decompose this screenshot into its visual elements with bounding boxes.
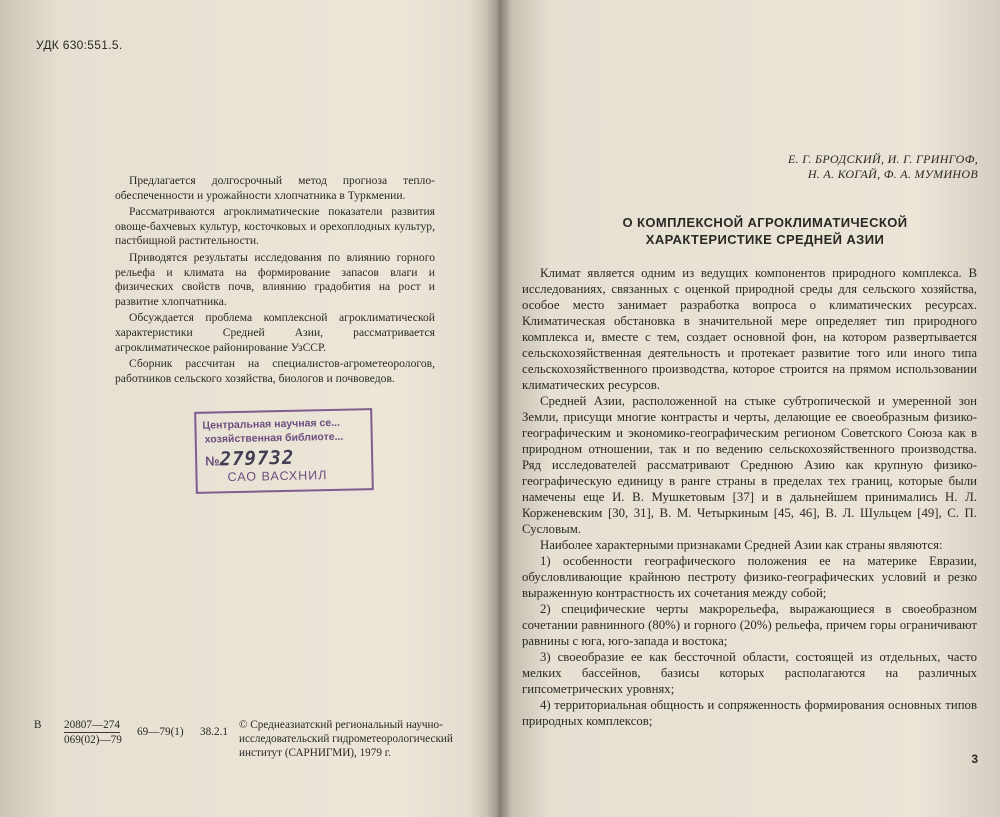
annotation-paragraph: Предлагается долгосрочный метод прогноза тепло-обеспеченности и урожайности хлопчатника в Туркмении. xyxy=(115,174,435,202)
stamp-number-prefix: № xyxy=(205,453,220,469)
body-paragraph: Средней Азии, расположенной на стыке субтропической и умеренной зон Земли, присущи многие контрасты и черты, делающие ее своеобразным физико-географическим и экономико-географическим регионом Советского Союза как в природном отношении, так и по ведению сельскохозяйственного производства. Ряд исследователей рассматривают Среднюю Азию как крупную физико-географическую единицу в ранге страны в пределах тех границ, которые были намечены еще И. В. Мушкетовым [37] и в дальнейшем принимались Н. Л. Корженевским [30, 31], В. М. Четыркиным [45, 46], В. Л. Шульцем [49], С. П. Сусловым. xyxy=(522,394,977,536)
library-stamp xyxy=(194,408,374,494)
imprint-code-bottom: 069(02)—79 xyxy=(64,734,122,746)
annotation-paragraph: Рассматриваются агроклиматические показатели развития овоще-бахчевых культур, косточковых и орехоплодных культур, пастбищной растительности. xyxy=(115,205,435,248)
udk-code: УДК 630:551.5. xyxy=(36,38,123,52)
list-item: 4) территориальная общность и сопряженность формирования основных типов природных комплексов; xyxy=(522,698,977,728)
stamp-line-2: хозяйственная библиоте... xyxy=(204,430,344,446)
authors-line: Е. Г. БРОДСКИЙ, И. Г. ГРИНГОФ, xyxy=(787,152,978,166)
title-line: О КОМПЛЕКСНОЙ АГРОКЛИМАТИЧЕСКОЙ xyxy=(622,215,908,230)
imprint-range: 69—79(1) xyxy=(137,726,184,738)
list-item: 1) особенности географического положения ее на материке Евразии, обусловливающие крайнюю пестроту физико-географических условий и резко выраженную контрастность их сочетания между собой; xyxy=(522,554,977,600)
left-page xyxy=(0,0,495,817)
list-item: 3) своеобразие ее как бессточной области, состоящей из отдельных, часто мелких бассейнов, базисы которых располагаются на различных гипсометрических уровнях; xyxy=(522,650,977,696)
stamp-number-line xyxy=(205,447,295,471)
annotation-paragraph: Сборник рассчитан на специалистов-агрометеорологов, работников сельского хозяйства, биологов и почвоведов. xyxy=(115,357,435,385)
annotation-paragraph: Обсуждается проблема комплексной агроклиматической характеристики Средней Азии, рассматривается агроклиматическое районирование УзССР. xyxy=(115,311,435,354)
authors xyxy=(788,152,978,182)
list-item: 2) специфические черты макрорельефа, выражающиеся в своеобразном сочетании равнинного (80%) и горного (20%) рельефа, причем горы ограничивают равнины с юга, юго-запада и востока; xyxy=(522,602,977,648)
article-body xyxy=(522,265,977,729)
body-paragraph: Климат является одним из ведущих компонентов природного комплекса. В исследованиях, связанных с оценкой природной среды для сельского хозяйства, особое место занимает разработка вопроса о климатических ресурсах. Климатическая обстановка в значительной мере определяет тип природного комплекса и, вместе с тем, создает основной фон, на котором развертывается сельскохозяйственная деятельность и протекает развитие того или иного типа сельскохозяйственного производства, которое строится на прямом использовании климатических ресурсов. xyxy=(522,266,977,392)
title-line: ХАРАКТЕРИСТИКЕ СРЕДНЕЙ АЗИИ xyxy=(645,232,885,247)
imprint-code-top: 20807—274 xyxy=(64,719,120,731)
authors-line: Н. А. КОГАЙ, Ф. А. МУМИНОВ xyxy=(807,167,978,181)
article-title xyxy=(545,214,985,248)
annotation-paragraph: Приводятся результаты исследования по влиянию горного рельефа и климата на формирование запасов влаги и физических свойств почв, влиянию градобития на рост и развитие хлопчатника. xyxy=(115,250,435,308)
stamp-line-1: Центральная научная се... xyxy=(202,416,341,432)
stamp-line-4: САО ВАСХНИЛ xyxy=(227,468,328,485)
imprint-index: 38.2.1 xyxy=(200,726,228,738)
stamp-inventory-number: 279732 xyxy=(219,446,295,471)
page-number: 3 xyxy=(971,752,978,766)
imprint-copyright: © Среднеазиатский региональный научно-исследовательский гидрометеорологический институт (САРНИГМИ), 1979 г. xyxy=(239,719,453,759)
annotation xyxy=(115,174,435,388)
imprint-b: В xyxy=(34,719,42,731)
imprint-code xyxy=(64,718,122,747)
right-page xyxy=(505,0,1000,817)
body-paragraph: Наиболее характерными признаками Средней Азии как страны являются: xyxy=(540,538,943,552)
